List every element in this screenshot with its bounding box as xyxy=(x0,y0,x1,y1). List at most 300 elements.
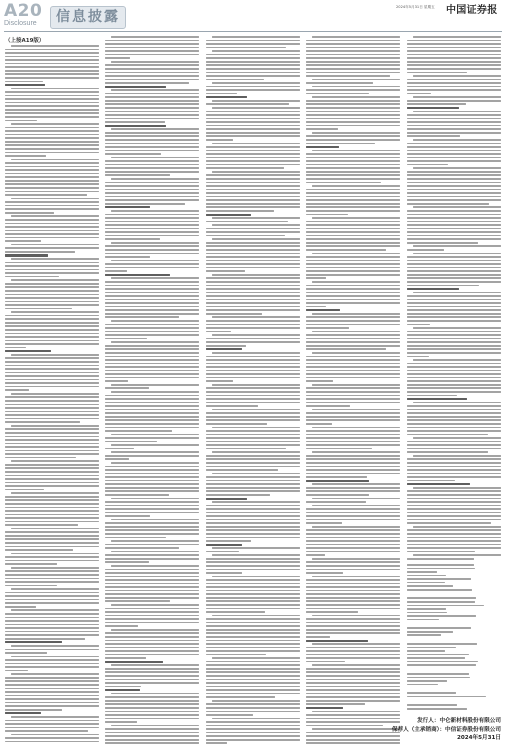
text-line xyxy=(206,380,233,382)
text-line xyxy=(206,391,300,393)
text-line xyxy=(105,537,166,539)
text-line xyxy=(206,327,300,329)
text-line xyxy=(11,609,99,611)
text-line xyxy=(407,409,501,411)
text-line xyxy=(5,49,99,51)
text-line xyxy=(206,68,300,70)
text-line xyxy=(407,512,501,514)
text-line xyxy=(206,196,300,198)
text-line xyxy=(111,128,199,130)
text-line xyxy=(105,345,199,347)
text-line xyxy=(306,402,400,404)
text-line xyxy=(5,134,99,136)
text-line xyxy=(407,451,488,453)
text-line xyxy=(105,228,199,230)
text-line xyxy=(306,679,400,681)
text-line xyxy=(5,56,99,58)
text-line xyxy=(306,245,400,247)
text-line xyxy=(312,451,400,453)
text-line xyxy=(206,121,300,123)
text-line xyxy=(306,441,400,443)
text-line xyxy=(11,88,99,90)
text-line xyxy=(5,400,99,402)
text-line xyxy=(407,473,501,475)
text-line xyxy=(306,565,400,567)
text-line xyxy=(5,52,99,54)
text-line xyxy=(306,714,400,716)
text-line xyxy=(206,366,300,368)
text-line xyxy=(212,427,300,429)
text-line xyxy=(306,295,400,297)
text-line xyxy=(105,505,199,507)
text-line xyxy=(206,174,300,176)
text-line xyxy=(206,189,300,191)
text-line xyxy=(105,398,199,400)
text-line xyxy=(206,86,300,88)
text-line xyxy=(206,579,300,581)
section-title: 信息披露 xyxy=(50,6,126,29)
text-line xyxy=(407,320,501,322)
text-line xyxy=(212,409,300,411)
text-line xyxy=(407,324,430,326)
text-line xyxy=(105,586,199,588)
text-line xyxy=(306,412,400,414)
text-line xyxy=(111,462,199,464)
text-line xyxy=(105,529,199,531)
text-line xyxy=(206,270,245,272)
text-line xyxy=(105,96,199,98)
text-line xyxy=(105,533,199,535)
text-line xyxy=(407,490,501,492)
text-line xyxy=(5,741,99,743)
newspaper-logo: 中国证券报 xyxy=(446,5,498,16)
subheading-line xyxy=(5,254,48,256)
text-line xyxy=(5,262,99,264)
text-line xyxy=(312,331,400,333)
text-line xyxy=(206,647,300,649)
text-line xyxy=(105,576,199,578)
text-line xyxy=(306,494,369,496)
text-line xyxy=(306,206,400,208)
text-line xyxy=(206,494,270,496)
issue-date: 2024年5月31日 星期五 xyxy=(396,5,435,9)
text-line xyxy=(413,402,501,404)
text-line xyxy=(105,590,199,592)
text-line xyxy=(206,505,300,507)
text-line xyxy=(306,469,400,471)
text-line xyxy=(111,604,199,606)
text-line xyxy=(105,256,150,258)
text-line xyxy=(11,734,99,736)
text-line xyxy=(212,384,300,386)
text-line xyxy=(407,174,501,176)
text-line xyxy=(407,203,489,205)
text-line xyxy=(105,423,199,425)
text-line xyxy=(111,61,199,63)
text-line xyxy=(206,640,300,642)
text-line xyxy=(306,125,400,127)
text-line xyxy=(111,451,199,453)
text-line xyxy=(407,582,445,584)
text-line xyxy=(306,501,366,503)
text-line xyxy=(206,551,239,553)
text-line xyxy=(105,583,199,585)
text-line xyxy=(105,618,199,620)
text-line xyxy=(407,274,501,276)
text-column-2 xyxy=(105,0,199,750)
text-line xyxy=(306,700,400,702)
text-line xyxy=(206,679,300,681)
text-line xyxy=(206,139,233,141)
text-line xyxy=(5,290,99,292)
text-line xyxy=(407,125,501,127)
text-line xyxy=(105,476,199,478)
text-line xyxy=(306,231,400,233)
text-line xyxy=(206,636,300,638)
text-line xyxy=(306,171,400,173)
text-line xyxy=(206,210,274,212)
subheading-line xyxy=(105,689,140,691)
text-line xyxy=(5,141,99,143)
text-column-1 xyxy=(5,0,99,750)
text-line xyxy=(105,182,199,184)
text-line xyxy=(5,478,99,480)
text-line xyxy=(407,684,438,686)
text-line xyxy=(306,64,400,66)
text-line xyxy=(212,657,300,659)
text-line xyxy=(105,640,199,642)
text-line xyxy=(11,528,99,530)
text-line xyxy=(407,370,501,372)
text-line xyxy=(5,446,99,448)
text-line xyxy=(407,508,501,510)
text-line xyxy=(5,542,99,544)
text-line xyxy=(407,661,478,663)
text-line xyxy=(407,373,501,375)
text-line xyxy=(206,664,300,666)
text-line xyxy=(407,619,439,621)
text-line xyxy=(105,288,199,290)
text-line xyxy=(306,341,400,343)
text-line xyxy=(105,121,165,123)
text-line xyxy=(105,569,199,571)
text-line xyxy=(206,529,300,531)
section-name-english: Disclosure xyxy=(4,20,37,27)
text-line xyxy=(407,40,501,42)
text-line xyxy=(206,405,258,407)
text-line xyxy=(5,602,99,604)
text-line xyxy=(5,514,99,516)
text-line xyxy=(407,217,501,219)
text-line xyxy=(306,434,400,436)
text-line xyxy=(407,571,437,573)
text-line xyxy=(407,412,501,414)
text-line xyxy=(5,524,78,526)
text-line xyxy=(105,558,199,560)
text-line xyxy=(206,125,300,127)
text-line xyxy=(206,558,300,560)
text-line xyxy=(206,114,300,116)
text-line xyxy=(105,405,199,407)
text-line xyxy=(11,460,99,462)
text-line xyxy=(407,306,501,308)
text-line xyxy=(407,416,501,418)
text-line xyxy=(212,334,300,336)
text-line xyxy=(105,742,199,744)
text-line xyxy=(105,466,199,468)
text-line xyxy=(306,68,400,70)
text-line xyxy=(5,521,99,523)
text-line xyxy=(212,171,300,173)
text-line xyxy=(206,338,300,340)
text-line xyxy=(111,89,199,91)
text-line xyxy=(5,130,99,132)
text-line xyxy=(306,320,400,322)
text-line xyxy=(407,494,501,496)
text-line xyxy=(306,671,400,673)
text-line xyxy=(105,75,199,77)
text-line xyxy=(105,494,169,496)
text-line xyxy=(212,615,300,617)
text-line xyxy=(407,309,501,311)
text-line xyxy=(11,244,99,246)
text-line xyxy=(413,75,501,77)
text-line xyxy=(306,285,400,287)
text-line xyxy=(206,178,300,180)
text-line xyxy=(105,409,199,411)
text-line xyxy=(5,695,99,697)
text-line xyxy=(312,664,400,666)
text-line xyxy=(105,47,199,49)
text-line xyxy=(5,428,99,430)
text-line xyxy=(206,150,300,152)
text-line xyxy=(306,178,400,180)
text-line xyxy=(5,471,99,473)
text-line xyxy=(212,50,300,52)
text-line xyxy=(206,57,300,59)
continued-from-label: （上接A19版） xyxy=(5,38,45,44)
text-line xyxy=(312,150,400,152)
text-line xyxy=(206,682,300,684)
text-line xyxy=(105,217,199,219)
text-line xyxy=(306,675,400,677)
text-line xyxy=(306,359,400,361)
text-line xyxy=(206,47,286,49)
text-line xyxy=(5,631,99,633)
text-line xyxy=(206,128,300,130)
subheading-line xyxy=(306,480,369,482)
text-line xyxy=(306,419,400,421)
text-line xyxy=(206,462,300,464)
text-line xyxy=(5,652,47,654)
text-line xyxy=(105,686,141,688)
text-line xyxy=(407,631,453,633)
text-line xyxy=(306,89,400,91)
text-line xyxy=(5,325,99,327)
text-line xyxy=(407,341,501,343)
text-line xyxy=(306,224,400,226)
text-line xyxy=(407,692,456,694)
text-line xyxy=(206,625,300,627)
text-line xyxy=(312,79,400,81)
text-line xyxy=(407,634,441,636)
subheading-line xyxy=(306,707,343,709)
text-line xyxy=(11,492,99,494)
text-line xyxy=(5,357,99,359)
text-line xyxy=(105,427,199,429)
text-line xyxy=(206,675,300,677)
text-line xyxy=(11,553,99,555)
text-line xyxy=(105,732,199,734)
text-line xyxy=(5,272,99,274)
text-line xyxy=(206,519,300,521)
text-line xyxy=(5,336,99,338)
text-line xyxy=(306,57,400,59)
text-line xyxy=(206,160,300,162)
text-line xyxy=(407,657,465,659)
text-line xyxy=(407,627,471,629)
text-line xyxy=(206,313,262,315)
text-line xyxy=(5,624,99,626)
text-line xyxy=(105,192,199,194)
text-line xyxy=(111,260,199,262)
text-line xyxy=(312,483,400,485)
text-line xyxy=(5,365,99,367)
text-line xyxy=(206,263,300,265)
text-line xyxy=(105,480,199,482)
text-line xyxy=(407,313,501,315)
text-line xyxy=(5,613,99,615)
text-line xyxy=(306,455,400,457)
text-line xyxy=(206,725,300,727)
text-line xyxy=(212,217,300,219)
text-line xyxy=(407,146,501,148)
text-line xyxy=(5,212,54,214)
text-line xyxy=(206,583,300,585)
text-line xyxy=(306,267,400,269)
text-line xyxy=(5,183,99,185)
text-line xyxy=(206,721,300,723)
text-line xyxy=(407,519,501,521)
text-line xyxy=(212,451,300,453)
text-line xyxy=(407,647,456,649)
text-line xyxy=(5,489,44,491)
text-line xyxy=(413,245,501,247)
text-line xyxy=(5,691,99,693)
text-line xyxy=(5,318,99,320)
text-line xyxy=(407,673,469,675)
text-line xyxy=(212,238,300,240)
text-line xyxy=(5,574,99,576)
text-line xyxy=(206,448,286,450)
text-line xyxy=(5,176,99,178)
text-line xyxy=(306,657,400,659)
text-line xyxy=(407,501,501,503)
text-line xyxy=(407,64,501,66)
text-line xyxy=(413,111,501,113)
text-line xyxy=(407,380,501,382)
text-line xyxy=(407,533,501,535)
text-line xyxy=(5,560,99,562)
text-line xyxy=(407,54,501,56)
text-line xyxy=(407,444,501,446)
text-line xyxy=(407,299,501,301)
text-line xyxy=(105,490,199,492)
text-line xyxy=(306,143,375,145)
text-line xyxy=(105,139,199,141)
text-line xyxy=(312,526,400,528)
text-line xyxy=(312,36,400,38)
text-line xyxy=(105,430,172,432)
text-line xyxy=(413,167,501,169)
text-line xyxy=(206,288,300,290)
text-line xyxy=(206,164,300,166)
subheading-line xyxy=(306,640,368,642)
text-line xyxy=(5,162,99,164)
subheading-line xyxy=(5,641,62,643)
text-line xyxy=(407,505,501,507)
text-line xyxy=(407,544,501,546)
text-line xyxy=(407,597,476,599)
text-line xyxy=(11,123,99,125)
text-line xyxy=(5,219,99,221)
text-line xyxy=(105,327,199,329)
text-line xyxy=(5,453,99,455)
text-line xyxy=(105,671,199,673)
text-line xyxy=(407,469,501,471)
text-line xyxy=(212,36,300,38)
text-line xyxy=(206,402,300,404)
text-line xyxy=(105,455,199,457)
text-line xyxy=(105,657,146,659)
text-line xyxy=(306,590,400,592)
text-line xyxy=(306,160,400,162)
text-line xyxy=(312,352,400,354)
text-line xyxy=(306,366,400,368)
text-line xyxy=(5,237,99,239)
text-line xyxy=(111,391,199,393)
text-line xyxy=(206,689,300,691)
text-line xyxy=(5,723,99,725)
text-line xyxy=(5,230,99,232)
text-line xyxy=(407,441,501,443)
text-line xyxy=(5,294,99,296)
text-line xyxy=(407,476,501,478)
subheading-line xyxy=(206,498,247,500)
text-line xyxy=(306,391,400,393)
text-line xyxy=(306,654,400,656)
text-line xyxy=(5,361,99,363)
text-line xyxy=(5,507,99,509)
text-line xyxy=(407,263,501,265)
text-line xyxy=(105,547,179,549)
text-line xyxy=(407,132,501,134)
text-line xyxy=(11,645,99,647)
text-line xyxy=(306,302,400,304)
text-line xyxy=(5,127,99,129)
text-line xyxy=(413,327,501,329)
text-line xyxy=(206,331,231,333)
text-line xyxy=(105,632,199,634)
text-line xyxy=(105,487,199,489)
text-line xyxy=(206,199,300,201)
text-line xyxy=(105,43,199,45)
text-line xyxy=(413,437,501,439)
text-line xyxy=(306,380,333,382)
subheading-line xyxy=(407,483,470,485)
text-line xyxy=(5,556,99,558)
text-line xyxy=(5,599,99,601)
